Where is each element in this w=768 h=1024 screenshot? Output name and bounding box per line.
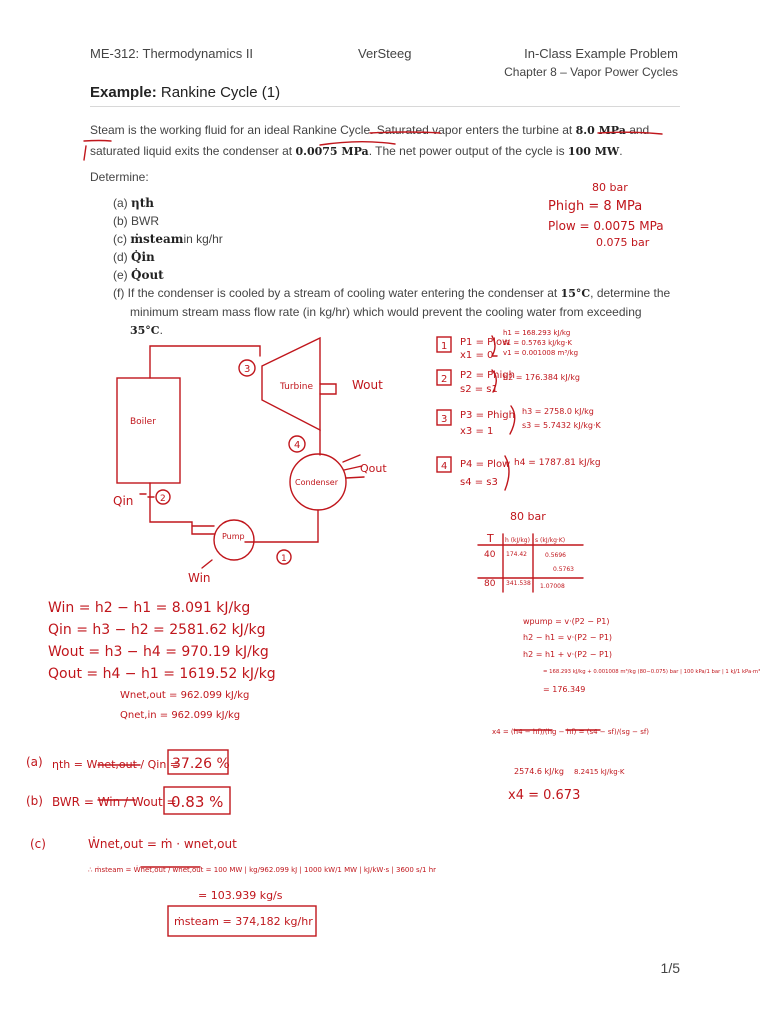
item-f-part1: (f) If the condenser is cooled by a stream of cooling water entering the condenser at: [113, 286, 561, 300]
win-arrow: [202, 560, 212, 568]
energy-qnet: Qnet,in = 962.099 kJ/kg: [120, 710, 241, 721]
st4-h: h4 = 1787.81 kJ/kg: [514, 458, 601, 468]
st4-num: 4: [441, 461, 448, 472]
table-h-h: h (kJ/kg): [505, 537, 530, 544]
st3-b: x3 = 1: [460, 426, 494, 437]
energy-win: Win = h2 − h1 = 8.091 kJ/kg: [48, 600, 251, 616]
pump-label: Pump: [222, 532, 245, 541]
intro-part1: Steam is the working fluid for an ideal Rankine Cycle. Saturated vapor enters the turbine at: [90, 123, 576, 137]
header-type: In-Class Example Problem: [524, 46, 678, 61]
st2-h: h2 = 176.384 kJ/kg: [503, 373, 580, 382]
item-f-part2: , determine the: [590, 286, 671, 300]
turbine-label: Turbine: [280, 382, 313, 392]
answer-a-eq: ηth = Wnet,out / Qin =: [52, 758, 180, 771]
st3-s: s3 = 5.7432 kJ/kg·K: [522, 421, 601, 430]
page-number: 1/5: [660, 960, 680, 976]
st1-a: P1 = Plow: [460, 337, 511, 348]
st1-h: h1 = 168.293 kJ/kg: [503, 329, 571, 337]
intro-part2: and saturated liquid exits the condenser at: [90, 123, 650, 158]
answer-c-eq: Ẇnet,out = ṁ · wnet,out: [88, 837, 237, 851]
st1-b: x1 = 0: [460, 350, 494, 361]
intro-part4: .: [619, 144, 623, 158]
line-condenser-to-pump: [245, 510, 318, 542]
item-f-part3: minimum stream mass flow rate (in kg/hr) which would prevent the cooling water from exceeding: [130, 305, 642, 319]
intro-p-high: 8.0 MPa: [575, 124, 626, 137]
table-r3-t: 80: [484, 579, 496, 589]
underline-saturated-liquid: [598, 132, 662, 134]
item-f-part4: .: [159, 323, 163, 337]
pump-l2: h2 − h1 = v·(P2 − P1): [523, 633, 613, 642]
header-instructor: VerSteeg: [358, 46, 412, 61]
st1-s: s1 = 0.5763 kJ/kg·K: [503, 339, 572, 347]
item-b: (b) BWR: [113, 214, 159, 228]
item-c-label: (c): [113, 232, 131, 246]
underline-liquid: [84, 141, 111, 161]
item-e-label: (e): [113, 268, 131, 282]
answer-c-label: (c): [30, 837, 46, 851]
energy-wout: Wout = h3 − h4 = 970.19 kJ/kg: [48, 644, 269, 660]
st3-h: h3 = 2758.0 kJ/kg: [522, 407, 594, 416]
header-chapter: Chapter 8 – Vapor Power Cycles: [504, 65, 678, 79]
state3-label: 3: [244, 364, 251, 375]
item-c-rest: in kg/hr: [183, 232, 223, 246]
underline-power: [320, 142, 395, 145]
answer-c-result2: ṁsteam = 374,182 kg/hr: [174, 915, 313, 928]
answer-c-result1: = 103.939 kg/s: [198, 889, 283, 902]
qin-label: Qin: [113, 494, 134, 508]
quality-n1: 2574.6 kJ/kg: [514, 767, 564, 776]
answer-b-value: 0.83 %: [171, 793, 224, 811]
quality-result: x4 = 0.673: [508, 788, 581, 803]
st1-num: 1: [441, 341, 448, 352]
st1-v: v1 = 0.001008 m³/kg: [503, 349, 579, 357]
intro-p-low: 0.0075 MPa: [295, 145, 369, 158]
table-r1-s: 0.5696: [545, 552, 566, 559]
boiler-label: Boiler: [130, 417, 156, 427]
energy-qout: Qout = h4 − h1 = 1619.52 kJ/kg: [48, 666, 276, 682]
quality-eq: x4 = (h4 − hf)/(hg − hf) = (s4 − sf)/(sg − sf): [492, 728, 650, 736]
title-text: Rankine Cycle (1): [160, 84, 281, 101]
item-a-label: (a): [113, 196, 131, 210]
wout-label: Wout: [352, 378, 383, 392]
intro-part3: . The net power output of the cycle is: [368, 144, 568, 158]
intro-power: 100 MW: [567, 145, 620, 158]
table-title: 80 bar: [510, 510, 546, 523]
st2-num: 2: [441, 374, 448, 385]
item-a-symbol: ηth: [131, 196, 154, 210]
pump-l5: = 176.349: [543, 685, 586, 694]
table-h-t: T: [487, 532, 494, 545]
determine-label: Determine:: [90, 170, 149, 184]
quality-n2: 8.2415 kJ/kg·K: [574, 768, 625, 776]
qout-label: Qout: [360, 462, 387, 475]
pump-l1: wpump = v·(P2 − P1): [523, 617, 610, 626]
item-d-label: (d): [113, 250, 131, 264]
st3-a: P3 = Phigh: [460, 410, 515, 421]
item-f-temp2: 35°C: [130, 324, 160, 337]
boiler-box: [117, 378, 180, 483]
note-0075bar: 0.075 bar: [596, 236, 650, 249]
pump-l3: h2 = h1 + v·(P2 − P1): [523, 650, 613, 659]
st4-b: s4 = s3: [460, 477, 498, 488]
st2-a: P2 = Phigh: [460, 370, 515, 381]
note-80bar: 80 bar: [592, 181, 628, 194]
item-d-symbol: Q̇in: [131, 250, 155, 264]
table-r1-t: 40: [484, 550, 496, 560]
win-label: Win: [188, 571, 211, 585]
answer-b-label: (b): [26, 794, 43, 808]
table-r3-s: 1.07008: [540, 583, 565, 590]
table-r1-h: 174.42: [506, 551, 527, 558]
answer-a-value: 37.26 %: [172, 756, 230, 772]
state4-label: 4: [294, 440, 301, 451]
item-c-symbol: ṁsteam: [130, 232, 184, 246]
turbine-shaft: [320, 384, 336, 394]
answer-c-eq2: ∴ ṁsteam = Ẇnet,out / wnet,out = 100 MW | kg/962.099 kJ | 1000 kW/1 MW | kJ/kW·s | 3600 s/1 hr: [88, 866, 437, 874]
st4-a: P4 = Plow: [460, 459, 511, 470]
state2-label: 2: [160, 494, 166, 504]
state1-label: 1: [281, 554, 287, 564]
table-h-s: s (kJ/kg·K): [535, 537, 566, 544]
qin-arrow: [140, 494, 154, 497]
st3-num: 3: [441, 414, 448, 425]
energy-wnet: Wnet,out = 962.099 kJ/kg: [120, 690, 250, 701]
answer-a-label: (a): [26, 755, 43, 769]
item-e-symbol: Q̇out: [131, 268, 164, 282]
pump-l4: = 168.293 kJ/kg + 0.001008 m³/kg (80−0.075) bar | 100 kPa/1 bar | 1 kJ/1 kPa·m³: [543, 669, 761, 675]
condenser-label: Condenser: [295, 478, 338, 487]
title-label: Example:: [90, 84, 157, 101]
energy-qin: Qin = h3 − h2 = 2581.62 kJ/kg: [48, 622, 266, 638]
note-phigh: Phigh = 8 MPa: [548, 199, 643, 214]
underline-saturated-vapor: [370, 132, 440, 133]
table-r2-s: 0.5763: [553, 566, 574, 573]
header-course: ME-312: Thermodynamics II: [90, 46, 254, 61]
answer-b-eq: BWR = Win / Wout =: [52, 795, 177, 809]
st2-b: s2 = s1: [460, 384, 498, 395]
table-r3-h: 341.538: [506, 580, 531, 587]
item-f-temp1: 15°C: [560, 287, 591, 300]
note-plow: Plow = 0.0075 MPa: [548, 219, 664, 233]
